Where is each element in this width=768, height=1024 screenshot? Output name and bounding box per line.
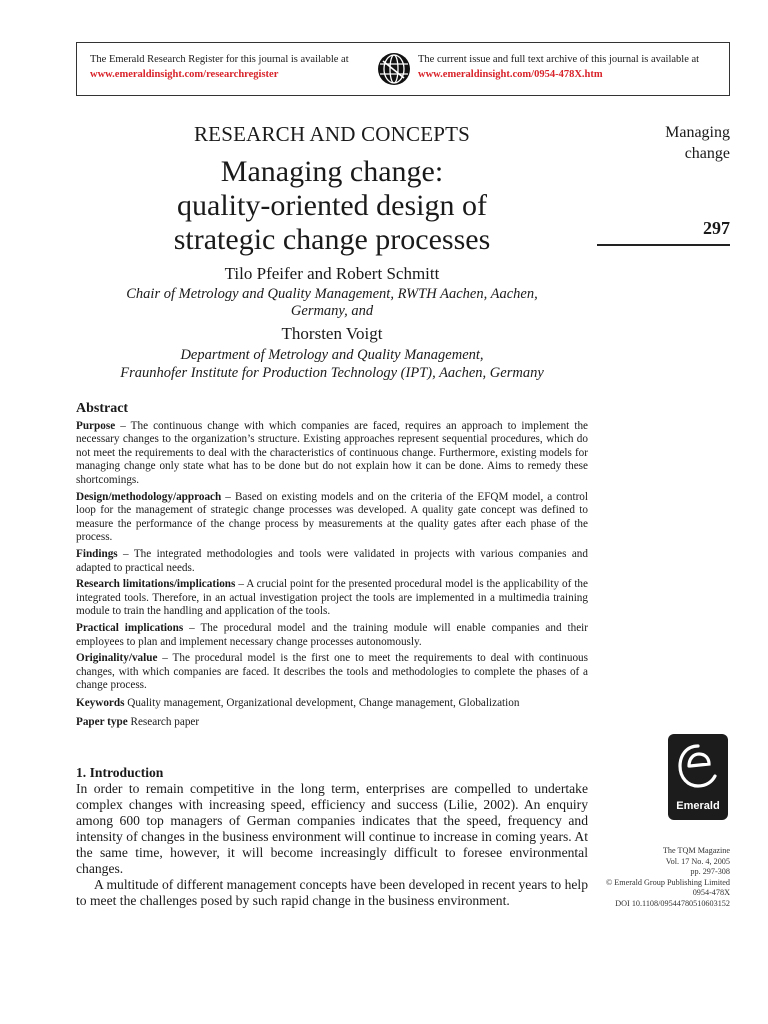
introduction-paragraph: A multitude of different management concepts have been developed in recent years to help to meet the challenges posed by such rapid change in the business environment. [76, 877, 588, 908]
register-text: The Emerald Research Register for this journal is available at [90, 54, 349, 65]
affiliation-primary [86, 286, 578, 320]
abstract-section-head: Purpose [76, 419, 116, 432]
abstract-practical [76, 622, 588, 649]
abstract-purpose [76, 420, 588, 488]
abstract-section-body: – The procedural model is the first one to meet the requirements to deal with continuous changes, with which companies are faced. It describes the tools and methodologies to complete the phases of a change process. [76, 652, 588, 692]
paper-title [76, 155, 588, 257]
citation-block [606, 846, 730, 910]
globe-icon [377, 52, 411, 86]
affiliation-line: Chair of Metrology and Quality Management, RWTH Aachen, Aachen, [126, 286, 538, 302]
abstract-section-head: Findings [76, 547, 118, 560]
running-head-line: change [684, 145, 730, 162]
title-line: strategic change processes [173, 223, 491, 256]
abstract-section-body: – A crucial point for the presented procedural model is the applicability of the integrated tools. Therefore, in an actual investigation project the tools are implemented in a multimedia training module to train the handling and application of the tools. [76, 578, 588, 618]
authors-primary: Tilo Pfeifer and Robert Schmitt [224, 264, 440, 283]
issn: 0954-478X [692, 888, 730, 898]
introduction [76, 765, 588, 909]
title-line: Managing change: [220, 155, 444, 188]
keywords-label: Keywords [76, 696, 125, 709]
abstract-section-body: – The continuous change with which companies are faced, requires an approach to implement the necessary changes to the organization’s structure. Existing approaches represent sequential procedures, which do not meet the requirements to deal with the characteristics of continuous change. Furthermore, existing models for managing change only state what has to be done but do not explain how it can be done. Aims to remedy these shortcomings. [76, 419, 588, 486]
copyright: © Emerald Group Publishing Limited [605, 877, 730, 887]
keywords-list: Quality management, Organizational development, Change management, Globalization [124, 696, 520, 709]
abstract-section-body: – The procedural model and the training module will enable companies and their employees to plan and implement necessary change processes autonomously. [76, 621, 588, 648]
emerald-logo-text: Emerald [676, 800, 720, 812]
abstract-originality [76, 652, 588, 693]
abstract-design [76, 491, 588, 545]
affiliation-line: Germany, and [290, 303, 374, 319]
emerald-logo-icon [668, 734, 728, 820]
abstract-section-body: – Based on existing models and on the criteria of the EFQM model, a control loop for the management of strategic change processes was developed. A quality gate concept was defined to measure the performance of the change process by measurements at the quality gates after each phase of the process. [76, 490, 588, 544]
archive-link[interactable]: www.emeraldinsight.com/0954-478X.htm [418, 69, 603, 80]
register-link[interactable]: www.emeraldinsight.com/researchregister [90, 69, 279, 80]
abstract-section-body: – The integrated methodologies and tools were validated in projects with various companies and adapted to practical needs. [76, 547, 588, 574]
authors-secondary: Thorsten Voigt [281, 324, 383, 343]
register-info-left [90, 52, 349, 82]
running-head [665, 122, 730, 164]
abstract-limitations [76, 578, 588, 619]
register-banner [76, 42, 730, 96]
emerald-mark-icon [676, 742, 720, 794]
journal-name: The TQM Magazine [662, 846, 730, 855]
affiliation-line: Department of Metrology and Quality Management, [180, 347, 484, 363]
abstract-findings [76, 548, 588, 575]
affiliation-line: Fraunhofer Institute for Production Technology (IPT), Aachen, Germany [120, 365, 544, 381]
keywords [76, 697, 588, 711]
paper-type-label: Paper type [76, 716, 128, 729]
volume-info: Vol. 17 No. 4, 2005 [665, 856, 730, 866]
abstract-section-head: Design/methodology/approach [76, 490, 222, 503]
page-range: pp. 297-308 [690, 867, 730, 877]
paper-type [76, 716, 588, 730]
abstract-section-head: Research limitations/implications [76, 578, 236, 591]
running-head-line: Managing [665, 124, 730, 141]
paper-type-value: Research paper [127, 716, 200, 729]
abstract-section-head: Practical implications [76, 621, 184, 634]
page-number: 297 [703, 218, 730, 238]
archive-text: The current issue and full text archive of this journal is available at [418, 54, 700, 65]
title-line: quality-oriented design of [177, 189, 487, 222]
affiliation-secondary [76, 346, 588, 382]
abstract-section-head: Originality/value [76, 652, 158, 665]
introduction-heading: 1. Introduction [76, 765, 164, 780]
introduction-paragraph: In order to remain competitive in the long term, enterprises are compelled to undertake complex changes with increasing speed, efficiency and success (Lilie, 2002). An enquiry among 600 top managers of German companies indicates that the speed, frequency and intensity of changes in the business environment will continue to increase in coming years. At the same time, however, it will become increasingly difficult to foresee environmental changes. [76, 781, 588, 876]
abstract [76, 402, 588, 730]
doi: DOI 10.1108/09544780510603152 [615, 898, 730, 908]
section-label: RESEARCH AND CONCEPTS [193, 122, 471, 146]
abstract-heading: Abstract [76, 401, 129, 416]
page-number-rule [597, 244, 730, 246]
archive-info-right [418, 52, 699, 82]
